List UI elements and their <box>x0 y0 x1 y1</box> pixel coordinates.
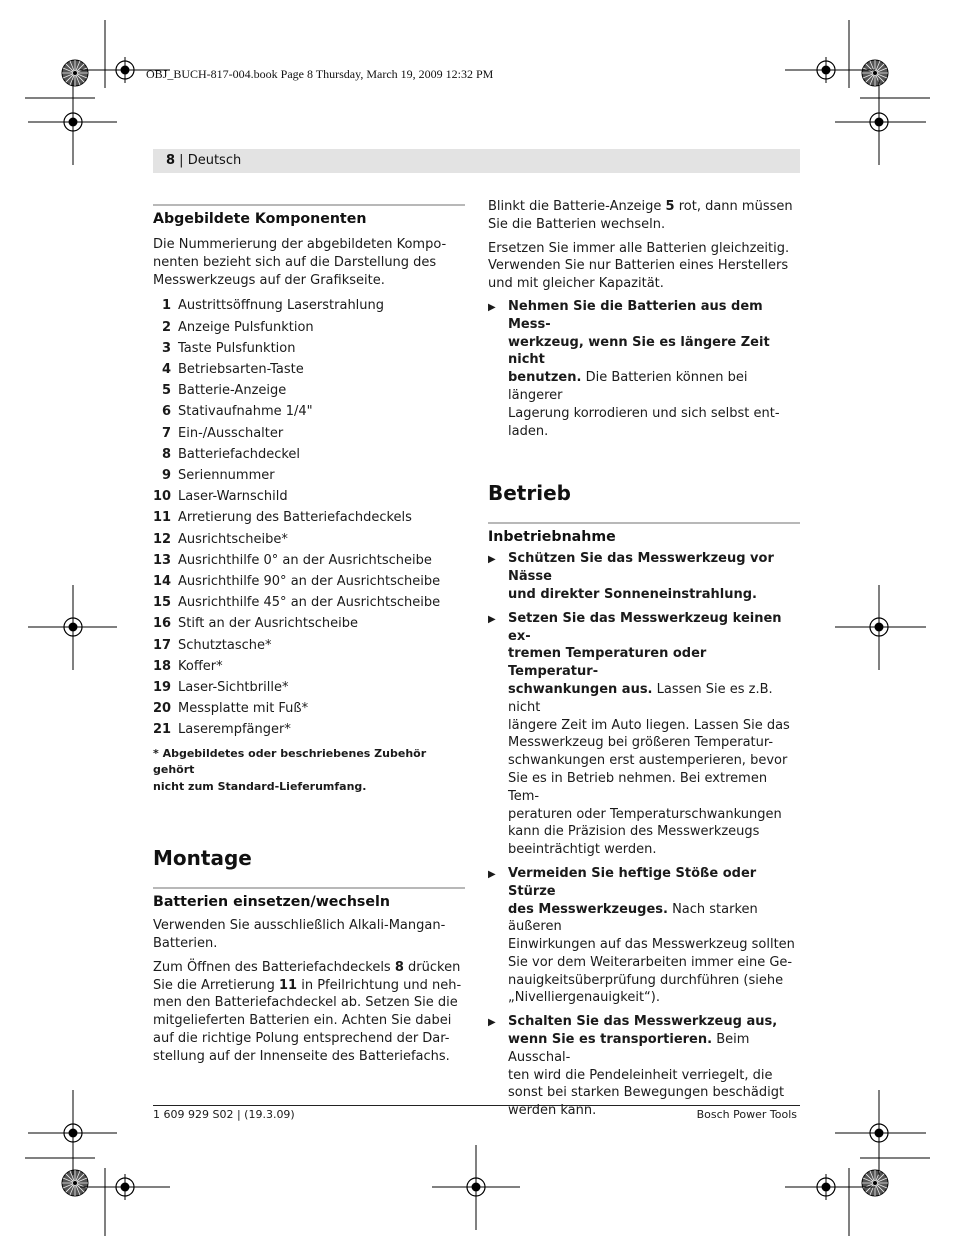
components-intro: Die Nummerierung der abgebildeten Kompo- nenten bezieht sich auf die Darstellung des Messwerkzeugs auf der Grafikseite. <box>153 237 447 288</box>
bullet-body: Die Batterien können bei längerer Lagerung korrodieren und sich selbst ent- laden. <box>508 370 780 439</box>
components-list <box>153 295 465 740</box>
registration-mark-icon <box>62 1170 88 1196</box>
left-column <box>153 204 465 1066</box>
accessory-footnote: * Abgebildetes oder beschriebenes Zubehör gehört nicht zum Standard-Lieferumfang. <box>153 746 427 793</box>
bullet-text <box>508 865 800 1007</box>
component-item <box>153 338 465 359</box>
component-label: Betriebsarten-Taste <box>178 362 304 377</box>
component-number: 4 <box>161 362 171 377</box>
component-label: Ausrichthilfe 90° an der Ausrichtscheibe <box>178 574 441 590</box>
registration-mark-icon <box>862 1170 888 1196</box>
component-number: 2 <box>161 319 171 335</box>
component-number: 18 <box>153 658 172 674</box>
bullet-triangle-icon: ▶ <box>488 301 496 313</box>
page-header-bar <box>153 149 800 173</box>
component-label: Schutztasche* <box>178 637 272 653</box>
component-label: Messplatte mit Fuß* <box>178 701 309 717</box>
component-item <box>153 656 465 677</box>
component-item <box>153 465 465 486</box>
bullet-body: Beim Ausschal- ten wird die Pendeleinheit verriegelt, die sonst bei starken Bewegungen beschädigt werden kann. <box>508 1032 785 1119</box>
component-label: Batterie-Anzeige <box>178 383 287 399</box>
component-number: 10 <box>153 489 172 505</box>
component-item <box>153 635 465 656</box>
component-item <box>153 507 465 528</box>
betrieb-title: Betrieb <box>488 481 571 506</box>
component-number: 9 <box>161 468 171 484</box>
bullet-triangle-icon: ▶ <box>488 868 496 880</box>
component-item <box>153 698 465 719</box>
batteries-paragraph-1: Verwenden Sie ausschließlich Alkali-Mangan- Batterien. <box>153 918 446 951</box>
component-label: Seriennummer <box>178 468 275 484</box>
registration-mark-icon <box>862 60 888 86</box>
component-label: Ein-/Ausschalter <box>178 425 284 441</box>
bullet-text <box>508 550 800 603</box>
bullet-text <box>508 298 800 440</box>
batteries-paragraph-2 <box>153 959 465 1066</box>
component-label: Batteriefachdeckel <box>178 446 301 462</box>
text-run: rot, dann müssen Sie die Batterien wechseln. <box>488 199 793 232</box>
component-number: 13 <box>153 552 172 568</box>
right-column <box>488 198 800 1120</box>
text-run: Zum Öffnen des Batteriefachdeckels <box>153 959 395 975</box>
bullet-body: Nach starken äußeren Einwirkungen auf das Messwerkzeug sollten Sie vor dem Weiterarbeiten immer eine Ge- nauigkeitsüberprüfung durchführen (siehe „Nivelliergenauigkeit“). <box>508 901 795 1006</box>
component-item <box>153 529 465 550</box>
component-number: 6 <box>161 404 171 420</box>
component-number: 11 <box>153 510 172 526</box>
ref-number: 8 <box>394 959 404 975</box>
bullet-bold: Nehmen Sie die Batterien aus dem Mess- werkzeug, wenn Sie es längere Zeit nicht benutzen. <box>508 298 770 386</box>
component-number: 7 <box>161 425 171 441</box>
component-number: 21 <box>153 722 172 738</box>
component-item <box>153 719 465 740</box>
instruction-bullet <box>488 610 800 859</box>
page-number: 8 <box>166 153 176 168</box>
component-item <box>153 486 465 507</box>
component-item <box>153 613 465 634</box>
battery-blink-paragraph <box>488 198 800 234</box>
batteries-heading: Batterien einsetzen/wechseln <box>153 894 390 911</box>
component-label: Laserempfänger* <box>178 722 291 738</box>
component-item <box>153 380 465 401</box>
component-item <box>153 550 465 571</box>
component-number: 20 <box>153 701 172 717</box>
component-number: 3 <box>161 340 171 356</box>
text-run: Blinkt die Batterie-Anzeige <box>488 199 666 214</box>
bullet-text <box>508 610 800 859</box>
bullet-bold: Schalten Sie das Messwerkzeug aus, wenn Sie es transportieren. <box>508 1014 778 1048</box>
montage-title: Montage <box>153 846 252 871</box>
component-item <box>153 423 465 444</box>
component-label: Ausrichthilfe 0° an der Ausrichtscheibe <box>178 552 432 568</box>
text-run: in Pfeilrichtung und neh- men den Batteriefachdeckel ab. Setzen Sie die mitgelieferten Batterien ein. Achten Sie dabei auf die richtige Polung entsprechend der Dar- stellung auf der Innenseite des Batteriefachs. <box>153 977 462 1064</box>
registration-mark-icon <box>62 60 88 86</box>
component-label: Ausrichthilfe 45° an der Ausrichtscheibe <box>178 595 441 611</box>
bullet-body: Lassen Sie es z.B. nicht längere Zeit im Auto liegen. Lassen Sie das Messwerkzeug bei größeren Temperatur- schwankungen erst austemperieren, bevor Sie es in Betrieb nehmen. Bei extremen Tem- peraturen oder Temperaturschwankungen kann die Präzision des Messwerkzeugs beeinträchtigt werden. <box>508 681 790 858</box>
bullet-triangle-icon: ▶ <box>488 554 496 566</box>
component-item <box>153 677 465 698</box>
component-number: 16 <box>153 616 172 632</box>
component-number: 1 <box>161 298 171 314</box>
warning-bullet <box>488 298 800 440</box>
component-item <box>153 401 465 422</box>
component-item <box>153 295 465 316</box>
bullet-bold: Setzen Sie das Messwerkzeug keinen ex- tremen Temperaturen oder Temperatur- schwankungen aus. <box>508 610 782 697</box>
bullet-triangle-icon: ▶ <box>488 613 496 625</box>
component-item <box>153 592 465 613</box>
component-item <box>153 444 465 465</box>
operation-bullets <box>488 550 800 1120</box>
text-run: drücken Sie die Arretierung <box>153 959 461 993</box>
bullet-bold: Vermeiden Sie heftige Stöße oder Stürze des Messwerkzeuges. <box>508 865 757 917</box>
component-item <box>153 359 465 380</box>
component-number: 17 <box>153 637 172 653</box>
ref-number: 11 <box>278 977 298 993</box>
component-label: Laser-Warnschild <box>178 489 288 505</box>
page-header <box>166 153 241 168</box>
instruction-bullet <box>488 550 800 603</box>
component-label: Taste Pulsfunktion <box>178 340 296 356</box>
component-number: 8 <box>161 446 171 462</box>
component-label: Ausrichtscheibe* <box>178 531 288 547</box>
bullet-bold: Schützen Sie das Messwerkzeug vor Nässe und direkter Sonneneinstrahlung. <box>508 551 774 602</box>
component-label: Laser-Sichtbrille* <box>178 680 289 696</box>
bullet-triangle-icon: ▶ <box>488 1017 496 1029</box>
component-label: Arretierung des Batteriefachdeckels <box>178 510 412 526</box>
component-label: Stift an der Ausrichtscheibe <box>178 616 358 632</box>
component-label: Stativaufnahme 1/4" <box>178 404 313 420</box>
component-number: 14 <box>153 574 172 590</box>
footer-brand: Bosch Power Tools <box>696 1108 797 1121</box>
component-label: Austrittsöffnung Laserstrahlung <box>178 298 385 314</box>
component-number: 15 <box>153 595 172 611</box>
header-language: Deutsch <box>187 153 242 168</box>
component-number: 19 <box>153 680 172 696</box>
battery-replace-paragraph: Ersetzen Sie immer alle Batterien gleichzeitig. Verwenden Sie nur Batterien eines Herstellers und mit gleicher Kapazität. <box>488 240 790 292</box>
components-heading: Abgebildete Komponenten <box>153 211 367 227</box>
ref-number: 5 <box>665 199 675 214</box>
component-label: Koffer* <box>178 658 223 674</box>
footer-rule <box>153 1105 800 1106</box>
component-number: 12 <box>153 531 172 547</box>
component-item <box>153 317 465 338</box>
inbetriebnahme-heading: Inbetriebnahme <box>488 529 616 546</box>
header-separator: | <box>175 153 188 168</box>
component-item <box>153 571 465 592</box>
footer-doc-number: 1 609 929 S02 | (19.3.09) <box>153 1108 295 1121</box>
component-label: Anzeige Pulsfunktion <box>178 319 314 335</box>
component-number: 5 <box>161 383 171 399</box>
instruction-bullet <box>488 865 800 1007</box>
print-slug: OBJ_BUCH-817-004.book Page 8 Thursday, March 19, 2009 12:32 PM <box>146 67 494 81</box>
